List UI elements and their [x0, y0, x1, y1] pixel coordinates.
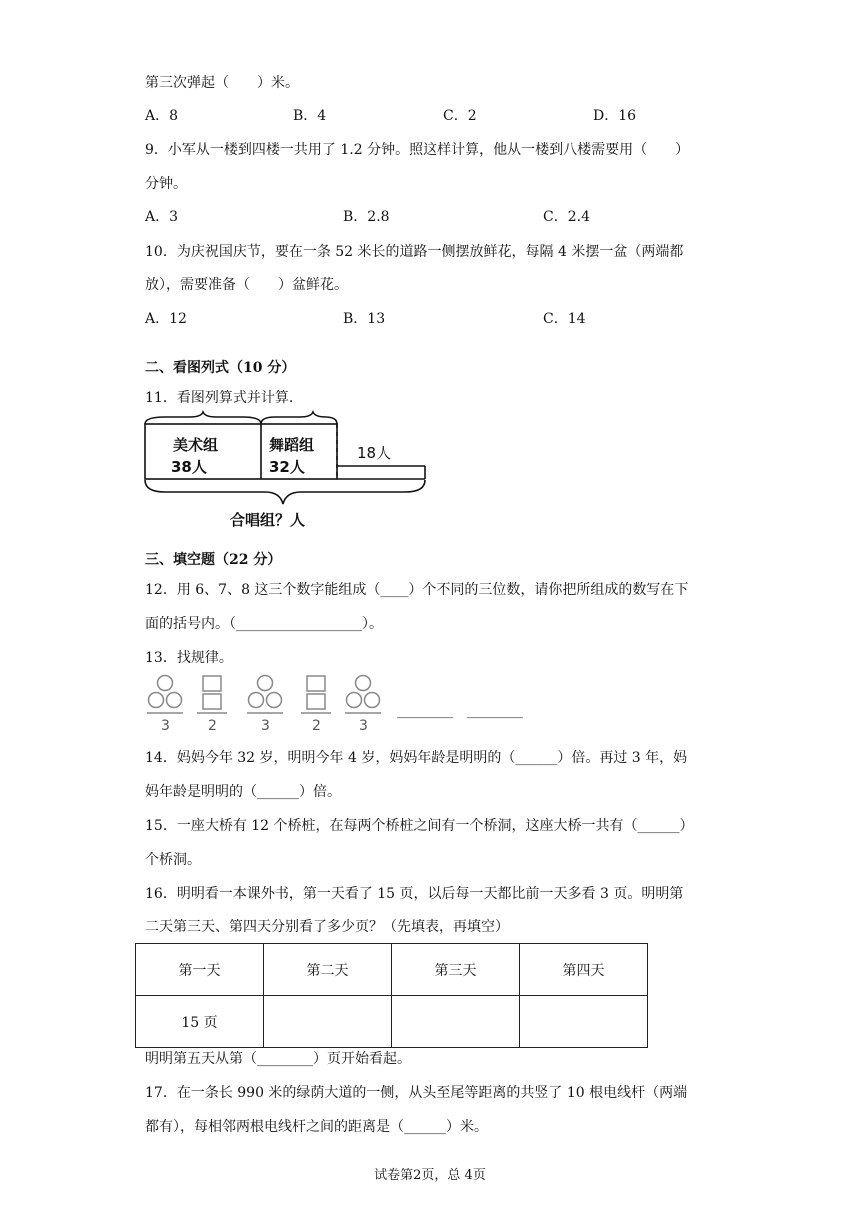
- q16-line1: 16．明明看一本课外书，第一天看了 15 页，以后每一天都比前一天多看 3 页。明明第: [145, 886, 684, 902]
- q11-text: 11．看图列算式并计算.: [145, 390, 294, 406]
- q11-label-extra: 18人: [357, 444, 392, 462]
- q9-line1: 9．小军从一楼到四楼一共用了 1.2 分钟。照这样计算，他从一楼到八楼需要用（ ）: [145, 142, 690, 158]
- q13-number-2: 2: [208, 718, 217, 734]
- q13-blank-2: ________: [467, 703, 523, 719]
- table-header-cell: 第一天: [136, 944, 264, 996]
- q9-option-a: A．3: [145, 209, 179, 225]
- q16-after: 明明第五天从第（________）页开始看起。: [145, 1051, 411, 1067]
- table-row: [136, 996, 648, 1048]
- q11-count-art: 38人: [171, 458, 207, 476]
- table-header-row: [136, 944, 648, 996]
- q10-line2: 放），需要准备（ ）盆鲜花。: [145, 277, 348, 293]
- q13-pattern-sequence: [145, 673, 545, 733]
- q17-line1: 17．在一条长 990 米的绿荫大道的一侧，从头至尾等距离的共竖了 10 根电线杆（两端: [145, 1085, 688, 1101]
- table-cell-blank[interactable]: [264, 996, 392, 1048]
- q15-line1: 15．一座大桥有 12 个桥桩，在每两个桥桩之间有一个桥洞，这座大桥一共有（______）: [145, 818, 694, 834]
- q11-label-art: 美术组: [173, 436, 219, 454]
- q13-number-3: 3: [261, 718, 270, 734]
- q8-option-a: A．8: [145, 108, 179, 124]
- q12-line1: 12．用 6、7、8 这三个数字能组成（____）个不同的三位数，请你把所组成的数写在下: [145, 582, 689, 598]
- section-2-heading: 二、看图列式（10 分）: [145, 360, 296, 376]
- q9-line2: 分钟。: [145, 176, 187, 192]
- table-header-cell: 第三天: [392, 944, 520, 996]
- q8-option-d: D．16: [593, 108, 637, 124]
- q11-count-dance: 32人: [269, 458, 305, 476]
- q8-option-b: B．4: [293, 108, 327, 124]
- q13-text: 13．找规律。: [145, 650, 233, 666]
- q9-option-b: B．2.8: [343, 209, 390, 225]
- q9-option-c: C．2.4: [543, 209, 590, 225]
- q10-option-b: B．13: [343, 311, 386, 327]
- q11-bar-diagram: [135, 412, 435, 532]
- page-footer: 试卷第2页，总 4页: [374, 1168, 486, 1183]
- table-header-cell: 第四天: [520, 944, 648, 996]
- q11-label-dance: 舞蹈组: [269, 436, 315, 454]
- q11-label-choir: 合唱组？人: [230, 511, 306, 529]
- table-header-cell: 第二天: [264, 944, 392, 996]
- table-cell: 15 页: [136, 996, 264, 1048]
- q13-blank-1: ________: [397, 703, 453, 719]
- q14-line1: 14．妈妈今年 32 岁，明明今年 4 岁，妈妈年龄是明明的（______）倍。再过 3 年，妈: [145, 750, 688, 766]
- q16-pages-table: [135, 943, 648, 1048]
- q16-line2: 二天第三天、第四天分别看了多少页？（先填表，再填空）: [145, 919, 509, 935]
- q10-option-c: C．14: [543, 311, 586, 327]
- table-cell-blank[interactable]: [392, 996, 520, 1048]
- q13-number-5: 3: [359, 718, 368, 734]
- table-cell-blank[interactable]: [520, 996, 648, 1048]
- q8-text: 第三次弹起（ ）米。: [145, 75, 299, 91]
- q8-option-c: C．2: [443, 108, 477, 124]
- q10-option-a: A．12: [145, 311, 187, 327]
- q13-number-4: 2: [312, 718, 321, 734]
- q14-line2: 妈年龄是明明的（______）倍。: [145, 784, 341, 800]
- q15-line2: 个桥洞。: [145, 852, 201, 868]
- q17-line2: 都有），每相邻两根电线杆之间的距离是（______）米。: [145, 1119, 488, 1135]
- q10-line1: 10．为庆祝国庆节，要在一条 52 米长的道路一侧摆放鲜花，每隔 4 米摆一盆（两端都: [145, 244, 684, 260]
- q12-line2: 面的括号内。（__________________）。: [145, 616, 383, 632]
- q13-number-1: 3: [161, 718, 170, 734]
- section-3-heading: 三、填空题（22 分）: [145, 552, 282, 568]
